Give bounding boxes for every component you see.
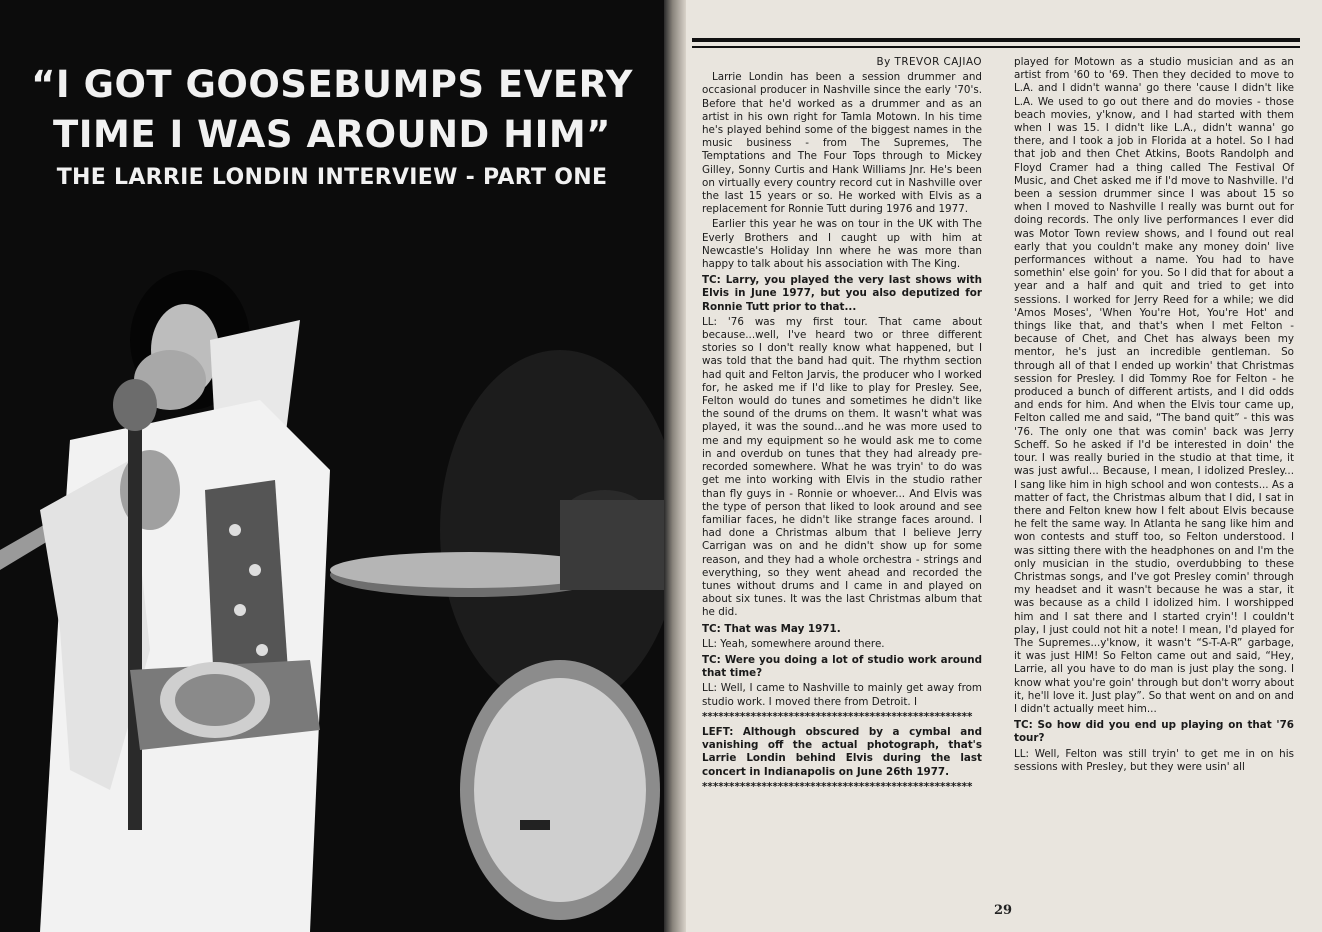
headline [0,62,664,192]
body-paragraph: LL: '76 was my first tour. That came about because...well, I've heard two or three different stories so I don't really know what happened, but I was told that the band had quit. The rhythm section had quit and Felton Jarvis, the producer who I worked for, he asked me if I'd like to play for Presley. See, Felton would do tunes and sometimes he didn't like the sound of the drums on them. It wasn't what was played, it was the sound...and he was more used to me and my equipment so he would ask me to come in and overdub on tunes that they had already pre-recorded somewhere. What he was tryin' to do was get me into working with Elvis in the studio rather than fly guys in - Ronnie or whoever... And Elvis was the type of person that liked to look around and see familiar faces, he didn't like strange faces around. I had done a Christmas album that I believe Jerry Carrigan was on and he didn't show up for some reason, and they had a whole orchestra - strings and everything, so they went ahead and recorded the tunes without drums and I came in and played on about six tunes. It was the last Christmas album that he did. [702,315,982,619]
star-divider: ************************************************** [702,780,973,793]
body-paragraph: LL: Yeah, somewhere around there. [702,637,885,650]
headline-line2: TIME I WAS AROUND HIM” [53,113,611,156]
page-number: 29 [994,903,1013,918]
top-rule-thick [692,38,1300,42]
question-paragraph: TC: That was May 1971. [702,622,841,635]
top-rule-thin [692,46,1300,48]
subheadline: THE LARRIE LONDIN INTERVIEW - PART ONE [56,165,608,190]
star-divider: ************************************************** [702,710,973,723]
headline-line1: “I GOT GOOSEBUMPS EVERY [31,63,633,106]
photo-caption: LEFT: Although obscured by a cymbal and vanishing off the actual photograph, that's Larrie Londin behind Elvis during the last concert in Indianapolis on June 26th 1977. [702,725,982,778]
byline: By TREVOR CAJIAO [876,56,982,68]
page-gutter [664,0,686,932]
body-paragraph: LL: Well, I came to Nashville to mainly get away from studio work. I moved there from Detroit. I [702,682,982,708]
body-paragraph: played for Motown as a studio musician and as an artist from '60 to '69. Then they decided to move to L.A. and I didn't wanna' go there 'cause I didn't like L.A. We used to go out there and do movies - those beach movies, y'know, and I had started with them when I was 15. I didn't like L.A., didn't wanna' go there, and I took a job in Florida at a hotel. So I had that job and then Chet Atkins, Boots Randolph and Floyd Cramer had a thing called The Festival Of Music, and Chet asked me if I'd move to Nashville. I'd been a session drummer since I was about 15 so when I moved to Nashville I really was burnt out for doing records. The only live performances I ever did was Motor Town review shows, and I found out real early that you couldn't make any money doin' live performances without a name. You had to have somethin' else goin' for you. So I did that for about a year and a half and quit and tried to get into sessions. I worked for Jerry Reed for a while; we did 'Amos Moses', 'When You're Hot, You're Hot' and things like that, and that's when I met Felton - because of Chet, and Chet has always been my mentor, he's just an incredible gentleman. So through all of that I ended up workin' that Christmas session for Presley. I did Tommy Roe for Felton - he produced a bunch of different artists, and I did odds and ends for him. And when the Elvis tour came up, Felton called me and said, “The band quit” - this was '76. The only one that was comin' back was Jerry Scheff. So he asked if I'd be interested in doin' the tour. I was really buried in the studio at that time, it was just awful... Because, I mean, I idolized Presley... I sang like him in high school and won contests... As a matter of fact, the Christmas album that I did, I sat in there and Felton knew how I felt about Elvis because he felt the same way. In Atlanta he sang like him and won contests and stuff too, so Felton understood. I was sitting there with the headphones on and I'm the only musician in the studio, overdubbing to these Christmas songs, and I've got Presley comin' through my headset and it wasn't because he was a star, it was because as a child I idolized him. I worshipped him and I sat there and I started cryin'! I couldn't play, I just could not hit a note! I mean, I'd played for The Supremes...y'know, it wasn't “S-T-A-R” garbage, it was just HIM! So Felton came out and said, “Hey, Larrie, all you have to do man is just play the song. I know what you're goin' through but don't worry about it, he'll love it. Just play”. So that went on and on and I didn't actually meet him... [1014,56,1294,715]
body-paragraph: Larrie Londin has been a session drummer and occasional producer in Nashville since the early '70's. Before that he'd worked as a drummer and as an artist in his own right for Tamla Motown. In his time he's played behind some of the biggest names in the music business - from The Supremes, The Temptations and The Four Tops through to Mickey Gilley, Sonny Curtis and Hank Williams Jnr. He's been on virtually every country record cut in Nashville over the last 15 years or so. He worked with Elvis as a replacement for Ronnie Tutt during 1976 and 1977. [702,71,982,216]
body-paragraph: Earlier this year he was on tour in the UK with The Everly Brothers and I caught up with him at Newcastle's Holiday Inn where he was more than happy to talk about his association with The King. [702,218,982,271]
concert-photo [0,230,664,932]
question-paragraph: TC: Larry, you played the very last shows with Elvis in June 1977, but you also deputized for Ronnie Tutt prior to that... [702,274,982,313]
body-paragraph: LL: Well, Felton was still tryin' to get me in on his sessions with Presley, but they were usin' all [1014,747,1294,773]
question-paragraph: TC: So how did you end up playing on that '76 tour? [1014,719,1294,745]
article-column-1 [702,56,982,796]
question-paragraph: TC: Were you doing a lot of studio work around that time? [702,653,982,680]
right-page [686,0,1322,932]
article-column-2 [1014,56,1294,776]
